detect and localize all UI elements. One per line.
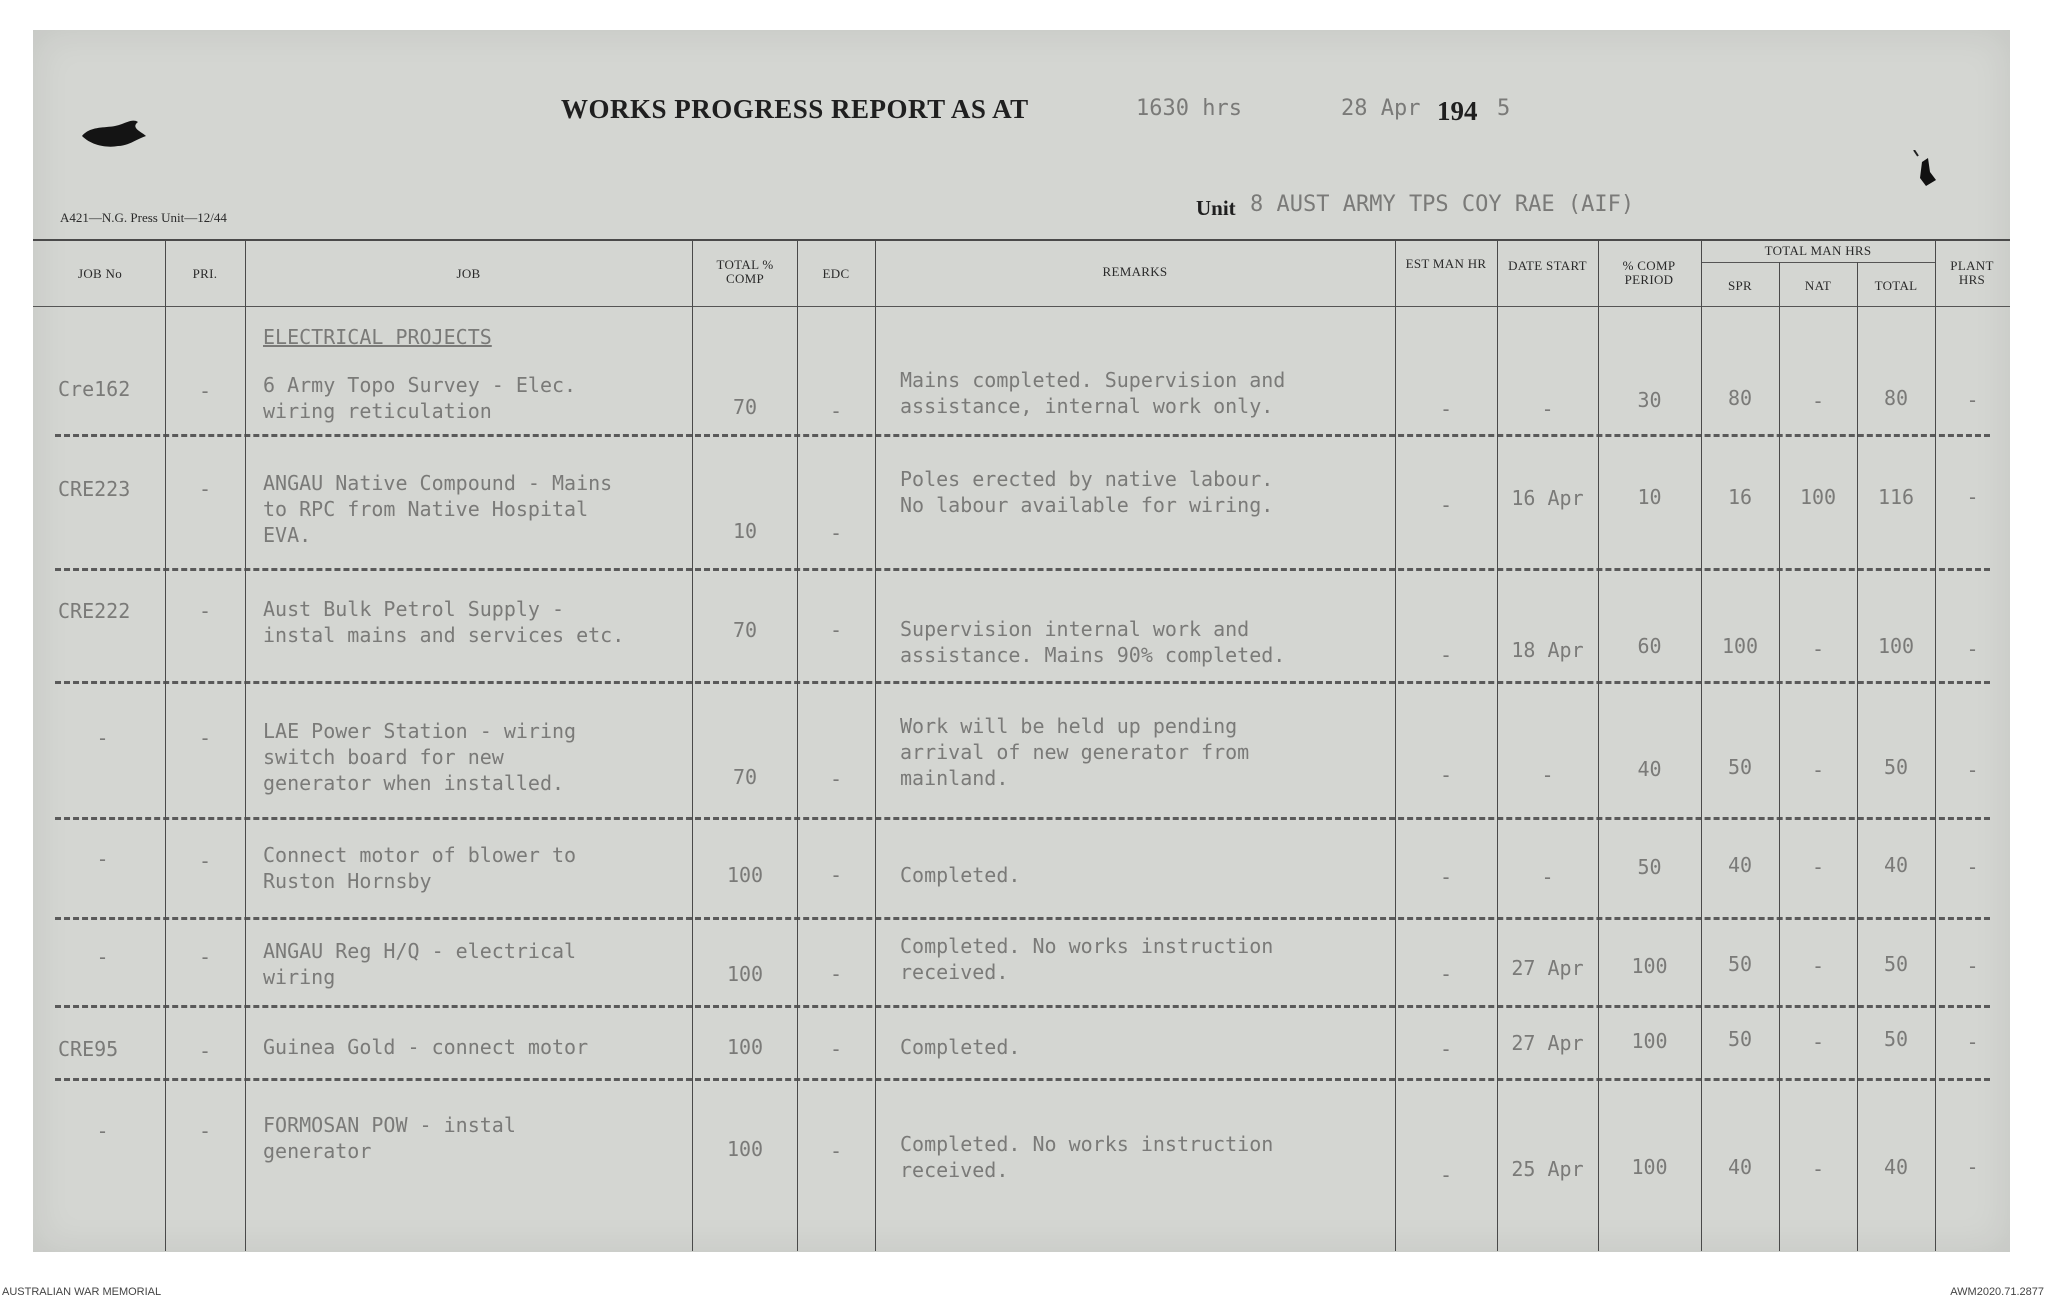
report-year-typed: 5 [1497, 96, 1511, 121]
row-3-total: 100 [1877, 634, 1915, 658]
row-8-spr: 40 [1727, 1155, 1753, 1179]
row-6-edc: - [829, 962, 843, 986]
unit-label: Unit [1196, 196, 1236, 220]
report-title: WORKS PROGRESS REPORT AS AT [561, 94, 1029, 124]
row-2-nat: 100 [1799, 485, 1837, 509]
col-rule [875, 239, 876, 1251]
row-3-comp: 70 [732, 618, 758, 642]
row-1-remarks: Mains completed. Supervision and assistance, internal work only. [900, 368, 1286, 418]
row-3-edc: - [829, 618, 843, 642]
row-4-nat: - [1811, 758, 1825, 782]
col-rule [797, 239, 798, 1251]
row-6-job: ANGAU Reg H/Q - electrical wiring [263, 939, 577, 989]
row-1-pri: - [198, 379, 212, 403]
row-2-remarks: Poles erected by native labour. No labour available for wiring. [900, 467, 1274, 517]
row-7-comp: 100 [726, 1035, 764, 1059]
row-separator [55, 1078, 1990, 1081]
header-bottom-rule [33, 306, 2010, 307]
row-5-est: - [1439, 865, 1453, 889]
credit-left: AUSTRALIAN WAR MEMORIAL [2, 1286, 162, 1298]
row-5-remarks: Completed. [900, 863, 1021, 887]
row-1-period: 30 [1637, 388, 1662, 412]
row-7-edc: - [829, 1037, 843, 1061]
row-separator [55, 434, 1990, 437]
row-4-edc: - [829, 767, 843, 791]
row-8-nat: - [1811, 1157, 1825, 1181]
header-edc: EDC [822, 266, 850, 281]
row-7-period: 100 [1631, 1029, 1668, 1053]
row-2-period: 10 [1637, 485, 1662, 509]
row-3-job-no: CRE222 [58, 599, 131, 623]
row-1-total: 80 [1883, 386, 1909, 410]
row-6-remarks: Completed. No works instruction received. [900, 934, 1274, 984]
row-2-date: 16 Apr [1511, 486, 1584, 510]
row-3-remarks: Supervision internal work and assistance. Mains 90% completed. [900, 617, 1286, 667]
row-4-job-no: - [96, 726, 109, 750]
row-8-total: 40 [1883, 1155, 1909, 1179]
row-1-date: - [1541, 397, 1554, 421]
report-day: 28 Apr [1341, 96, 1421, 121]
header-job: JOB [456, 266, 481, 281]
form-code: A421—N.G. Press Unit—12/44 [60, 210, 227, 225]
row-5-job-no: - [96, 847, 109, 871]
col-rule [692, 239, 693, 1251]
row-5-plant: - [1966, 855, 1979, 879]
header-pri: PRI. [192, 266, 218, 281]
row-8-job: FORMOSAN POW - instal generator [263, 1113, 516, 1163]
header-est-man-hr: EST MAN HR [1405, 256, 1487, 271]
man-hrs-sub-rule [1701, 262, 1935, 263]
row-separator [55, 817, 1990, 820]
section-heading: ELECTRICAL PROJECTS [263, 325, 492, 349]
row-6-plant: - [1966, 954, 1979, 978]
row-3-date: 18 Apr [1511, 638, 1584, 662]
row-6-date: 27 Apr [1511, 956, 1584, 980]
row-8-comp: 100 [726, 1137, 764, 1161]
row-5-edc: - [829, 863, 843, 887]
row-5-period: 50 [1637, 855, 1662, 879]
col-rule [1395, 239, 1396, 1251]
row-7-est: - [1439, 1037, 1453, 1061]
row-7-remarks: Completed. [900, 1035, 1021, 1059]
row-5-pri: - [198, 849, 212, 873]
row-5-nat: - [1811, 855, 1825, 879]
row-6-total: 50 [1883, 952, 1909, 976]
header-spr: SPR [1727, 278, 1753, 293]
row-5-date: - [1541, 865, 1554, 889]
row-2-job-no: CRE223 [58, 477, 131, 501]
row-2-pri: - [198, 477, 212, 501]
row-7-nat: - [1811, 1030, 1825, 1054]
row-6-job-no: - [96, 945, 109, 969]
table-top-rule [33, 239, 2010, 241]
ink-blot [80, 116, 150, 156]
row-8-job-no: - [96, 1119, 109, 1143]
paper-tear-mark [1910, 150, 1940, 200]
row-8-pri: - [198, 1119, 212, 1143]
col-rule [245, 239, 246, 1251]
header-total-man-hrs: TOTAL MAN HRS [1764, 243, 1872, 258]
row-1-spr: 80 [1727, 386, 1753, 410]
row-5-comp: 100 [726, 863, 764, 887]
row-6-spr: 50 [1727, 952, 1753, 976]
row-7-job-no: CRE95 [58, 1037, 119, 1061]
row-5-spr: 40 [1727, 853, 1753, 877]
row-1-nat: - [1811, 389, 1825, 413]
row-7-spr: 50 [1727, 1027, 1753, 1051]
row-1-edc: - [829, 399, 843, 423]
row-3-est: - [1439, 643, 1453, 667]
row-2-spr: 16 [1727, 485, 1753, 509]
row-7-plant: - [1966, 1030, 1979, 1054]
row-6-pri: - [198, 945, 212, 969]
row-separator [55, 681, 1990, 684]
header-plant-hrs: PLANT HRS [1950, 258, 1994, 287]
row-1-job: 6 Army Topo Survey - Elec. wiring reticulation [263, 373, 577, 423]
row-4-pri: - [198, 726, 212, 750]
report-year-printed: 194 [1437, 96, 1478, 126]
row-4-total: 50 [1883, 755, 1909, 779]
row-separator [55, 917, 1990, 920]
report-time: 1630 hrs [1136, 96, 1242, 121]
row-separator [55, 568, 1990, 571]
row-1-comp: 70 [732, 395, 758, 419]
row-7-date: 27 Apr [1511, 1031, 1584, 1055]
row-7-total: 50 [1883, 1027, 1909, 1051]
row-8-period: 100 [1631, 1155, 1668, 1179]
row-3-period: 60 [1637, 634, 1662, 658]
header-remarks: REMARKS [1102, 264, 1168, 279]
row-2-edc: - [829, 521, 843, 545]
row-4-comp: 70 [732, 765, 758, 789]
header-job-no: JOB No [77, 266, 123, 281]
row-1-plant: - [1966, 388, 1979, 412]
row-3-spr: 100 [1721, 634, 1759, 658]
row-3-nat: - [1811, 637, 1825, 661]
row-7-pri: - [198, 1039, 212, 1063]
col-rule [1497, 239, 1498, 1251]
row-4-spr: 50 [1727, 755, 1753, 779]
row-3-plant: - [1966, 637, 1979, 661]
row-4-period: 40 [1637, 757, 1662, 781]
row-7-job: Guinea Gold - connect motor [263, 1035, 589, 1059]
row-4-date: - [1541, 763, 1554, 787]
row-6-nat: - [1811, 954, 1825, 978]
row-6-period: 100 [1631, 954, 1668, 978]
row-2-plant: - [1966, 485, 1979, 509]
row-4-remarks: Work will be held up pending arrival of new generator from mainland. [900, 714, 1250, 790]
row-6-comp: 100 [726, 962, 764, 986]
row-8-date: 25 Apr [1511, 1157, 1584, 1181]
row-4-est: - [1439, 763, 1453, 787]
header-nat: NAT [1804, 278, 1832, 293]
row-5-total: 40 [1883, 853, 1909, 877]
row-separator [55, 1005, 1990, 1008]
row-8-remarks: Completed. No works instruction received. [900, 1132, 1274, 1182]
header-date-start: DATE START [1508, 258, 1587, 273]
row-6-est: - [1439, 962, 1453, 986]
row-5-job: Connect motor of blower to Ruston Hornsby [263, 843, 577, 893]
unit-value: 8 AUST ARMY TPS COY RAE (AIF) [1250, 192, 1635, 217]
row-2-est: - [1439, 493, 1453, 517]
row-4-plant: - [1966, 758, 1979, 782]
credit-right: AWM2020.71.2877 [1950, 1286, 2044, 1298]
header-comp-period: % COMP PERIOD [1622, 258, 1676, 287]
row-8-plant: - [1966, 1155, 1979, 1179]
row-2-job: ANGAU Native Compound - Mains to RPC from Native Hospital EVA. [263, 471, 613, 547]
row-4-job: LAE Power Station - wiring switch board for new generator when installed. [263, 719, 577, 795]
row-1-est: - [1439, 397, 1453, 421]
row-2-comp: 10 [732, 519, 758, 543]
row-2-total: 116 [1877, 485, 1915, 509]
header-total-comp: TOTAL % COMP [716, 257, 774, 286]
row-3-pri: - [198, 599, 212, 623]
row-8-edc: - [829, 1139, 843, 1163]
header-total: TOTAL [1874, 278, 1918, 293]
row-8-est: - [1439, 1163, 1453, 1187]
row-3-job: Aust Bulk Petrol Supply - instal mains and services etc. [263, 597, 625, 647]
row-1-job-no: Cre162 [58, 377, 131, 401]
